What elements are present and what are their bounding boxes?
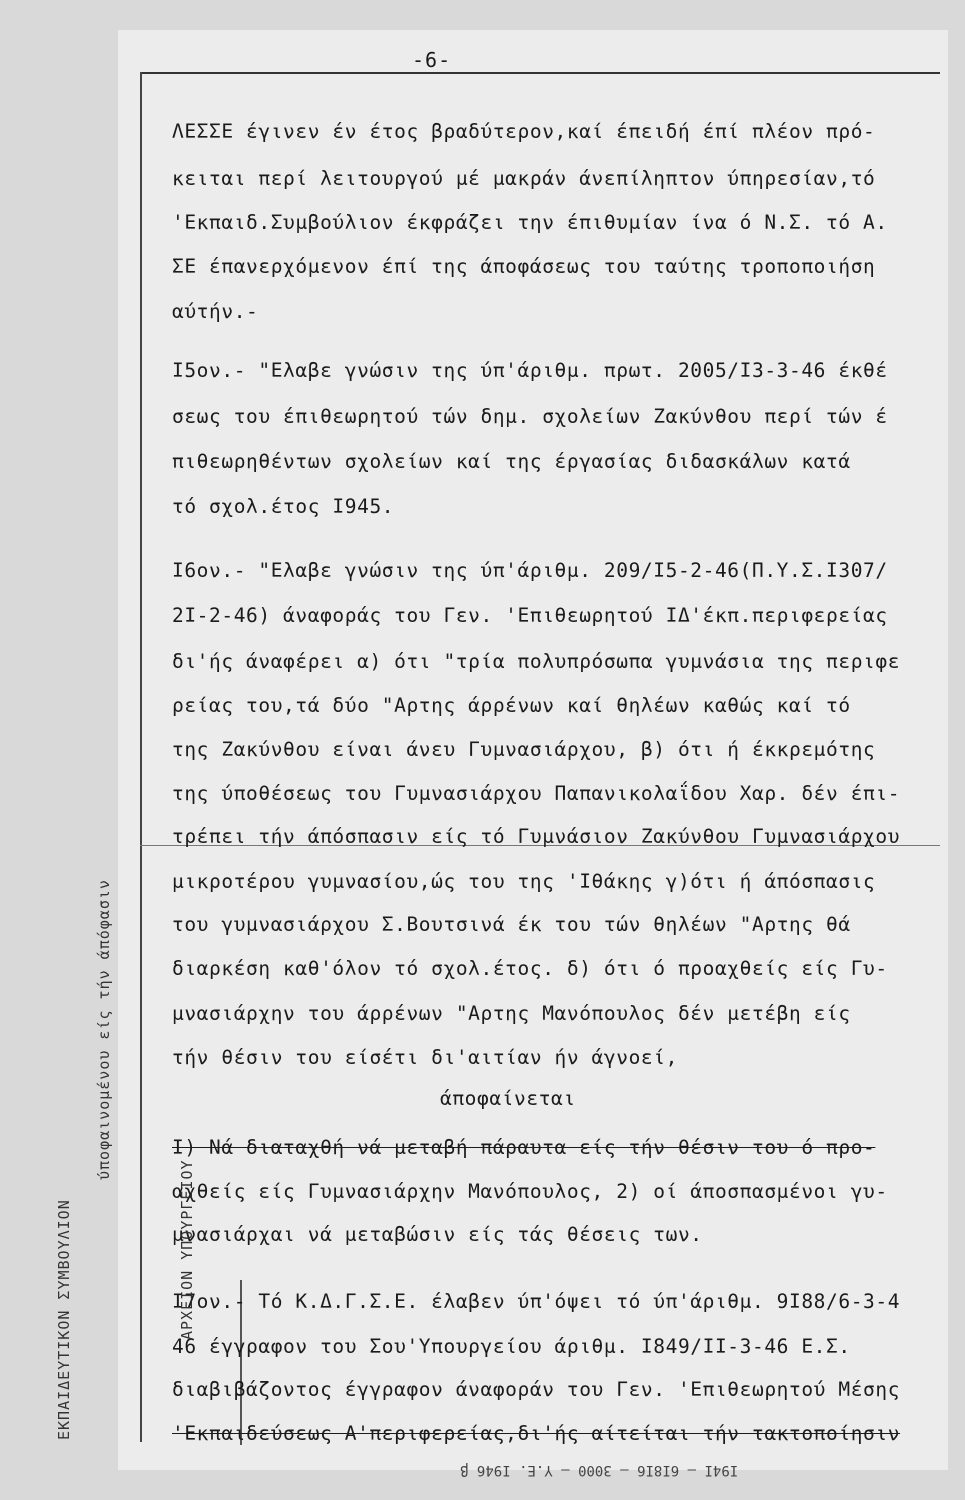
text-line: τήν θέσιν του είσέτι δι'αιτίαν ήν άγνοεί, xyxy=(172,1046,678,1069)
margin-rule xyxy=(140,72,142,1442)
text-line: σεως του έπιθεωρητού τών δημ. σχολείων Ζακύνθου περί τών έ xyxy=(172,405,888,428)
text-line: 'Εκπαιδεύσεως Α'περιφερείας,δι'ής αίτείται τήν τακτοποίησιν xyxy=(172,1422,901,1445)
text-line: Ι) Νά διαταχθή νά μεταβή πάραυτα είς τήν θέσιν του ό προ- xyxy=(172,1136,876,1159)
text-line: ΛΕΣΣΕ έγινεν έν έτος βραδύτερον,καί έπειδή έπί πλέον πρό- xyxy=(172,120,876,143)
text-line: της ύποθέσεως του Γυμνασιάρχου Παπανικολαΐδου Χαρ. δέν έπι- xyxy=(172,782,901,805)
text-line: 2Ι-2-46) άναφοράς του Γεν. 'Επιθεωρητού ΙΔ'έκπ.περιφερείας xyxy=(172,604,888,627)
side-stamp-text: ΑΡΧΕΙΟΝ ΥΠΟΥΡΓΕΙΟΥ xyxy=(178,1159,196,1340)
text-line-heading: άποφαίνεται xyxy=(440,1087,576,1110)
text-line: Ι7ον.- Τό Κ.Δ.Γ.Σ.Ε. έλαβεν ύπ'όψει τό ύπ'άριθμ. 9Ι88/6-3-4 xyxy=(172,1290,901,1313)
text-line: Ι6ον.- "Ελαβε γνώσιν της ύπ'άριθμ. 209/Ι5-2-46(Π.Υ.Σ.Ι307/ xyxy=(172,559,888,582)
side-stamp-text: ΕΚΠΑΙΔΕΥΤΙΚΟΝ ΣΥΜΒΟΥΛΙΟΝ xyxy=(55,1199,73,1440)
top-rule xyxy=(140,72,940,74)
text-line: διαρκέση καθ'όλον τό σχολ.έτος. δ) ότι ό προαχθείς είς Γυ- xyxy=(172,957,888,980)
text-line: της Ζακύνθου είναι άνευ Γυμνασιάρχου, β) ότι ή έκκρεμότης xyxy=(172,738,876,761)
text-line: του γυμνασιάρχου Σ.Βουτσινά έκ του τών θηλέων "Αρτης θά xyxy=(172,913,851,936)
side-stamp-text: ύποφαινομένου είς τήν άπόφασιν xyxy=(95,879,113,1180)
text-line: μνασιάρχαι νά μεταβώσιν είς τάς θέσεις των. xyxy=(172,1223,703,1246)
page-number: -6- xyxy=(412,48,452,72)
text-line: μικροτέρου γυμνασίου,ώς του της 'Ιθάκης γ)ότι ή άπόσπασις xyxy=(172,870,876,893)
text-line: τρέπει τήν άπόσπασιν είς τό Γυμνάσιον Ζακύνθου Γυμνασιάρχου xyxy=(172,825,901,848)
text-line: κειται περί λειτουργού μέ μακράν άνεπίληπτον ύπηρεσίαν,τό xyxy=(172,167,876,190)
text-line: αχθείς είς Γυμνασιάρχην Μανόπουλος, 2) οί άποσπασμένοι γυ- xyxy=(172,1180,888,1203)
text-line: 46 έγγραφον του Σου'Υπουργείου άριθμ. Ι849/ΙΙ-3-46 Ε.Σ. xyxy=(172,1335,851,1358)
text-line: διαβιβάζοντος έγγραφον άναφοράν του Γεν. 'Επιθεωρητού Μέσης xyxy=(172,1378,901,1401)
printer-footer: Ι94Ι — 6Ι8Ι6 — 3000 — Υ.Ε. Ι946 β xyxy=(460,1462,739,1478)
text-line: αύτήν.- xyxy=(172,300,259,323)
text-line: τό σχολ.έτος Ι945. xyxy=(172,495,395,518)
text-line: ρείας του,τά δύο "Αρτης άρρένων καί θηλέων καθώς καί τό xyxy=(172,694,851,717)
text-line: 'Εκπαιδ.Συμβούλιον έκφράζει την έπιθυμίαν ίνα ό Ν.Σ. τό Α. xyxy=(172,211,888,234)
text-line: ΣΕ έπανερχόμενον έπί της άποφάσεως του ταύτης τροποποιήση xyxy=(172,255,876,278)
text-line: πιθεωρηθέντων σχολείων καί της έργασίας διδασκάλων κατά xyxy=(172,450,851,473)
text-line: δι'ής άναφέρει α) ότι "τρία πολυπρόσωπα γυμνάσια της περιφε xyxy=(172,650,901,673)
text-line: Ι5ον.- "Ελαβε γνώσιν της ύπ'άριθμ. πρωτ. 2005/Ι3-3-46 έκθέ xyxy=(172,359,888,382)
text-line: μνασιάρχην του άρρένων "Αρτης Μανόπουλος δέν μετέβη είς xyxy=(172,1002,851,1025)
